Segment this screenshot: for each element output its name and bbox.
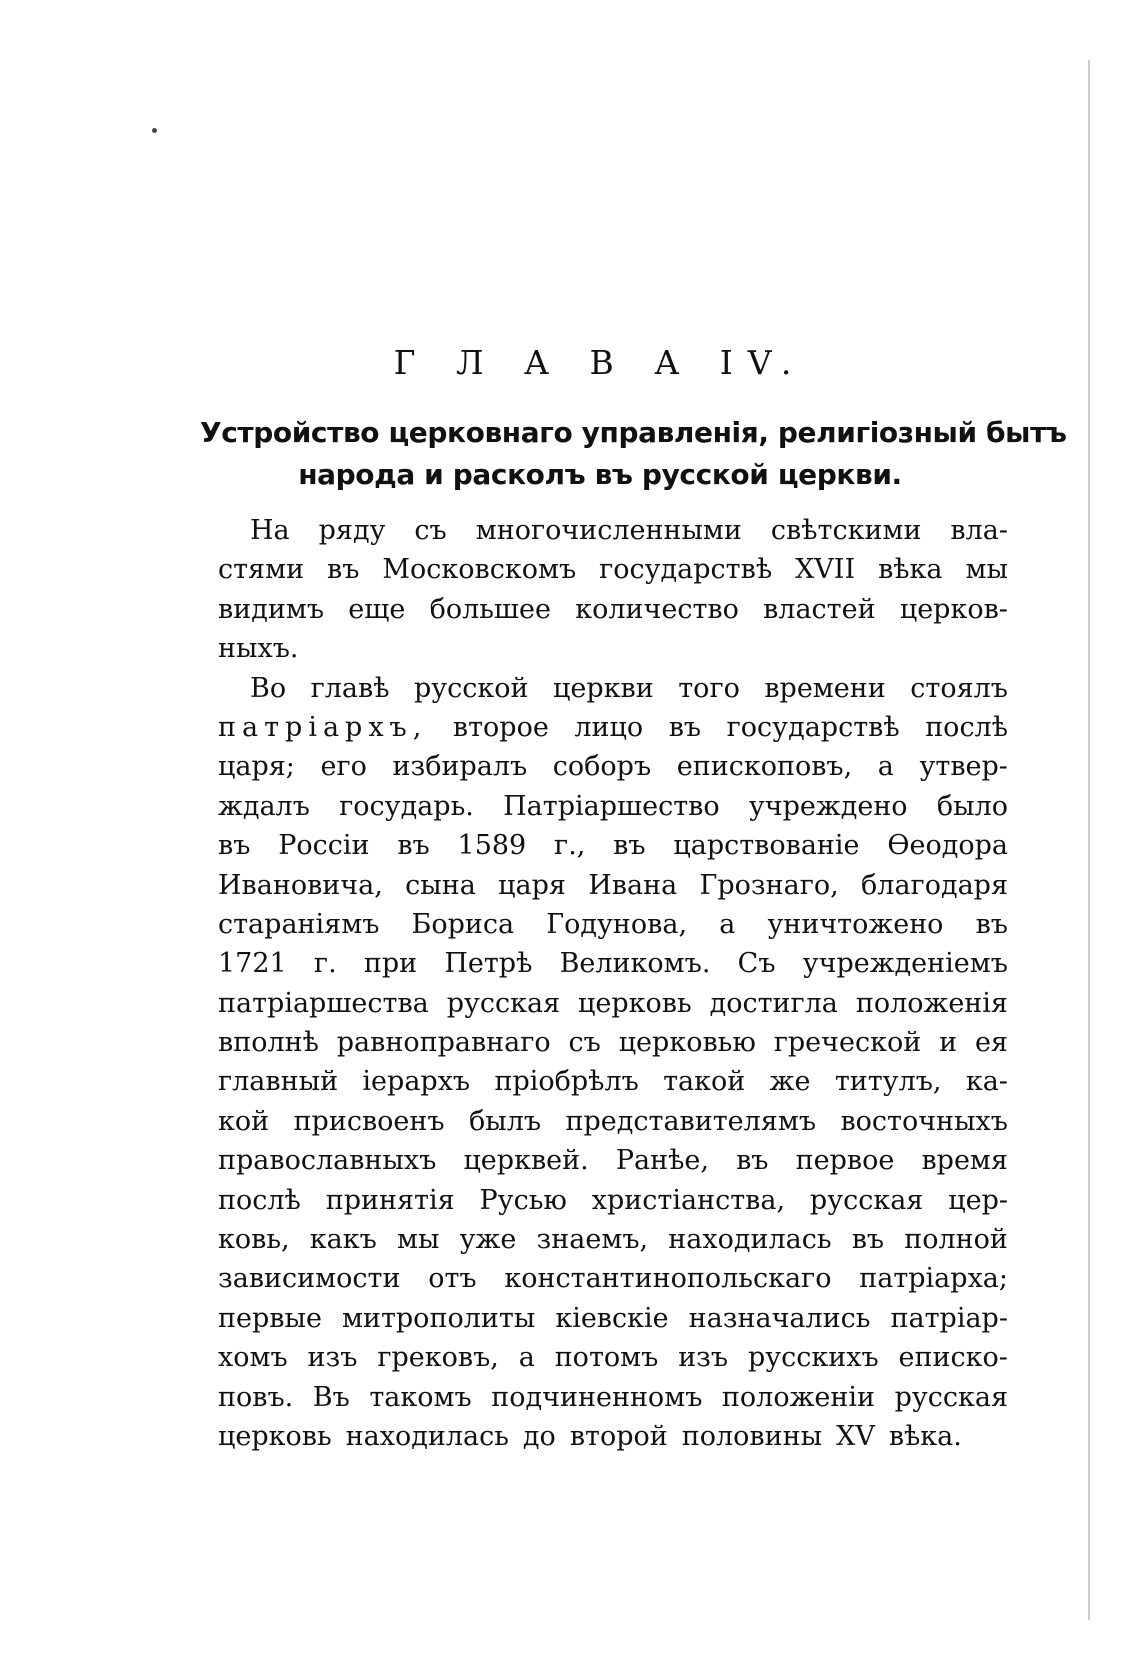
word: Съ <box>737 948 776 980</box>
word: Московскомъ <box>382 554 577 586</box>
word: главный <box>218 1066 339 1098</box>
word: іерархъ <box>362 1066 471 1098</box>
word: многочисленными <box>475 515 742 546</box>
word: принятія <box>325 1184 455 1216</box>
word: XV <box>836 1420 875 1452</box>
word: патріар- <box>890 1302 1008 1334</box>
word: находилась <box>345 1420 509 1452</box>
word: учрежденіемъ <box>802 948 1008 980</box>
word: зависимости <box>218 1263 401 1295</box>
word: избиралъ <box>392 751 528 783</box>
word: г. <box>313 948 337 980</box>
word: а <box>719 908 736 940</box>
word: ныхъ. <box>218 633 299 665</box>
word: русская <box>809 1184 924 1216</box>
word: церквей. <box>463 1145 589 1177</box>
text-line <box>218 787 1008 826</box>
word: главѣ <box>310 672 390 704</box>
word: церкви <box>553 672 654 704</box>
word: Годунова, <box>546 908 688 940</box>
word: потомъ <box>554 1342 659 1374</box>
page-edge-mark <box>1088 60 1090 1620</box>
word: изъ <box>678 1342 729 1374</box>
word: а <box>877 751 894 783</box>
word: Ранѣе, <box>615 1145 709 1177</box>
word: послѣ <box>925 711 1008 743</box>
text-line <box>218 1062 1008 1101</box>
word: большее <box>429 593 551 625</box>
word: достигла <box>709 987 838 1019</box>
word: Россіи <box>278 830 370 862</box>
word: первое <box>795 1145 895 1177</box>
word: представителямъ <box>565 1105 817 1137</box>
word: стараніямъ <box>218 908 380 940</box>
text-line <box>218 669 1008 708</box>
text-line <box>218 905 1008 944</box>
word: церков- <box>899 593 1008 625</box>
word: ея <box>974 1027 1008 1059</box>
word: въ <box>397 830 430 862</box>
word: Бориса <box>411 908 515 940</box>
word: ждалъ <box>218 790 310 822</box>
word: повъ. <box>218 1381 294 1413</box>
word: царя <box>498 869 566 901</box>
word: а <box>518 1342 535 1374</box>
word: въ <box>327 554 360 586</box>
word: грековъ, <box>377 1342 499 1374</box>
word: церковь <box>578 987 692 1019</box>
word: было <box>936 790 1008 822</box>
word: Петрѣ <box>444 948 533 980</box>
word: Ивана <box>588 869 678 901</box>
word: 1721 <box>218 948 287 980</box>
word: цер- <box>948 1184 1008 1216</box>
word: Ѳеодора <box>887 830 1008 862</box>
word: благодаря <box>861 869 1008 901</box>
word: вѣка <box>878 554 943 586</box>
text-line <box>218 944 1008 983</box>
word: ковь, <box>218 1224 290 1256</box>
word: стями <box>218 554 305 586</box>
word: ряду <box>318 515 386 546</box>
chapter-subtitle <box>200 412 1067 496</box>
word: въ <box>975 908 1008 940</box>
word: подчиненномъ <box>491 1381 703 1413</box>
text-line <box>218 629 1008 668</box>
word: русскихъ <box>747 1342 879 1374</box>
word: въ <box>218 830 251 862</box>
word: второй <box>569 1420 668 1452</box>
word: властей <box>763 593 876 625</box>
word: послѣ <box>218 1184 301 1216</box>
word: съ <box>414 515 447 546</box>
word: царствованіе <box>673 830 860 862</box>
word: вполнѣ <box>218 1027 319 1059</box>
word: кой <box>218 1105 270 1137</box>
word: г., <box>554 830 586 862</box>
word: Патріаршество <box>503 790 720 822</box>
word: лицо <box>574 711 644 743</box>
text-line <box>218 1338 1008 1377</box>
word: положеніи <box>721 1381 876 1413</box>
word: русская <box>446 987 561 1019</box>
word: второе <box>452 711 549 743</box>
word: митрополиты <box>341 1302 536 1334</box>
word: кіевскіе <box>555 1302 669 1334</box>
word: отъ <box>428 1263 477 1295</box>
word: знаемъ, <box>536 1224 649 1256</box>
word: утвер- <box>919 751 1008 783</box>
word: же <box>769 1066 811 1098</box>
text-line <box>218 1417 1008 1456</box>
text-line <box>218 1023 1008 1062</box>
word: стоялъ <box>910 672 1008 704</box>
word: свѣтскими <box>770 515 922 546</box>
word: константинопольскаго <box>504 1263 832 1295</box>
word: уже <box>459 1224 517 1256</box>
text-line <box>218 511 1008 550</box>
word: XVII <box>795 554 856 586</box>
text-line <box>218 1299 1008 1338</box>
word: мы <box>965 554 1008 586</box>
word: положенія <box>855 987 1008 1019</box>
word: присвоенъ <box>293 1105 445 1137</box>
text-line <box>218 550 1008 589</box>
word: епископовъ, <box>676 751 853 783</box>
word: русская <box>894 1381 1008 1413</box>
word: титулъ, <box>834 1066 942 1098</box>
word: въ <box>851 1224 885 1256</box>
word: русской <box>414 672 529 704</box>
text-line <box>218 590 1008 629</box>
word: патріархъ, <box>218 711 428 743</box>
word: былъ <box>469 1105 542 1137</box>
word: Въ <box>312 1381 350 1413</box>
word: такомъ <box>369 1381 472 1413</box>
word: и <box>939 1027 958 1059</box>
word: учреждено <box>748 790 908 822</box>
word: находилась <box>668 1224 832 1256</box>
word: пріобрѣлъ <box>494 1066 639 1098</box>
text-line <box>218 1181 1008 1220</box>
word: Русью <box>479 1184 567 1216</box>
text-line <box>218 1378 1008 1417</box>
word: Во <box>250 672 287 704</box>
word: время <box>921 1145 1008 1177</box>
text-line <box>218 747 1008 786</box>
text-line <box>218 1141 1008 1180</box>
word: церковь <box>218 1420 332 1452</box>
body-text <box>218 511 1008 1456</box>
word: патріаршества <box>218 987 429 1019</box>
word: патріарха; <box>859 1263 1008 1295</box>
word: его <box>320 751 367 783</box>
text-line <box>218 826 1008 865</box>
word: видимъ <box>218 593 324 625</box>
word: равноправнаго <box>336 1027 551 1059</box>
word: вла- <box>950 515 1008 546</box>
text-line <box>218 1259 1008 1298</box>
word: государь. <box>339 790 474 822</box>
word: до <box>522 1420 556 1452</box>
subtitle-line-2: народа и расколъ въ русской церкви. <box>298 458 902 491</box>
word: государствѣ <box>726 711 900 743</box>
word: государствѣ <box>599 554 773 586</box>
word: времени <box>764 672 886 704</box>
text-line <box>218 1102 1008 1141</box>
word: въ <box>668 711 702 743</box>
word: церковью <box>618 1027 756 1059</box>
word: того <box>678 672 740 704</box>
word: половины <box>681 1420 823 1452</box>
word: царя; <box>218 751 295 783</box>
word: греческой <box>773 1027 922 1059</box>
word: мы <box>397 1224 440 1256</box>
word: соборъ <box>552 751 652 783</box>
word: православныхъ <box>218 1145 437 1177</box>
word: Ивановича, <box>218 869 383 901</box>
word: назначались <box>688 1302 871 1334</box>
word: изъ <box>307 1342 358 1374</box>
text-line <box>218 984 1008 1023</box>
word: 1589 <box>457 830 527 862</box>
scan-speck <box>152 128 157 133</box>
word: съ <box>568 1027 601 1059</box>
word: въ <box>613 830 646 862</box>
word: количество <box>575 593 739 625</box>
word: какъ <box>309 1224 377 1256</box>
word: На <box>250 515 290 546</box>
word: восточныхъ <box>840 1105 1008 1137</box>
word: полной <box>904 1224 1008 1256</box>
word: вѣка. <box>888 1420 962 1452</box>
word: при <box>363 948 418 980</box>
text-line <box>218 1220 1008 1259</box>
subtitle-line-1: Устройство церковнаго управленія, религіозный бытъ <box>200 416 1067 449</box>
word: въ <box>736 1145 769 1177</box>
word: еще <box>348 593 406 625</box>
chapter-heading: Г Л А В А IV. <box>393 343 807 382</box>
word: уничтожено <box>767 908 944 940</box>
text-line <box>218 866 1008 905</box>
word: ка- <box>965 1066 1008 1098</box>
word: сына <box>405 869 476 901</box>
word: еписко- <box>898 1342 1008 1374</box>
word: такой <box>663 1066 746 1098</box>
word: первые <box>218 1302 322 1334</box>
word: хомъ <box>218 1342 288 1374</box>
text-line <box>218 708 1008 747</box>
word: Великомъ. <box>559 948 711 980</box>
word: Грознаго, <box>699 869 839 901</box>
word: христіанства, <box>591 1184 786 1216</box>
